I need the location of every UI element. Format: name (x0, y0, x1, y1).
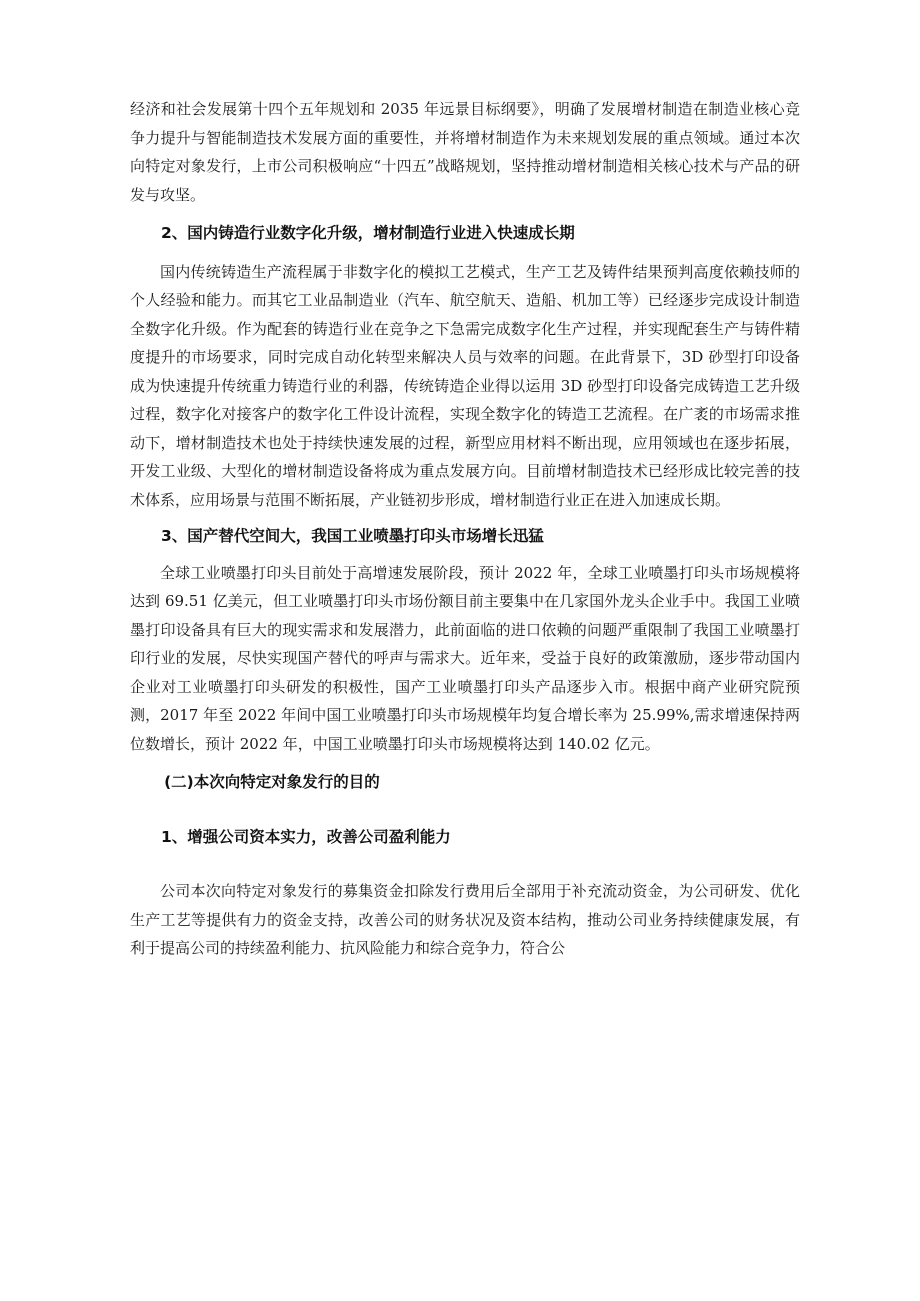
paragraph-intro: 经济和社会发展第十四个五年规划和 2035 年远景目标纲要》，明确了发展增材制造在制造业核心竞争力提升与智能制造技术发展方面的重要性，并将增材制造作为未来规划发展的重点领域。通过本次向特定对象发行，上市公司积极响应“十四五”战略规划，坚持推动增材制造相关核心技术与产品的研发与攻坚。 (130, 100, 800, 204)
heading-digital-upgrade: 2、国内铸造行业数字化升级，增材制造行业进入快速成长期 (161, 224, 575, 242)
document-body (130, 95, 800, 963)
paragraph-inkjet-market: 全球工业喷墨打印头目前处于高增速发展阶段，预计 2022 年，全球工业喷墨打印头市场规模将达到 69.51 亿美元，但工业喷墨打印头市场份额目前主要集中在几家国外龙头企业手中。我国工业喷墨打印设备具有巨大的现实需求和发展潜力，此前面临的进口依赖的问题严重限制了我国工业喷墨打印行业的发展，尽快实现国产替代的呼声与需求大。近年来，受益于良好的政策激励，逐步带动国内企业对工业喷墨打印头研发的积极性，国产工业喷墨打印头产品逐步入市。根据中商产业研究院预测，2017 年至 2022 年间中国工业喷墨打印头市场规模年均复合增长率为 25.99%,需求增速保持两位数增长，预计 2022 年，中国工业喷墨打印头市场规模将达到 140.02 亿元。 (130, 563, 800, 753)
section-heading-purpose: (二)本次向特定对象发行的目的 (164, 773, 380, 791)
paragraph-digital-upgrade: 国内传统铸造生产流程属于非数字化的模拟工艺模式，生产工艺及铸件结果预判高度依赖技师的个人经验和能力。而其它工业品制造业（汽车、航空航天、造船、机加工等）已经逐步完成设计制造全数字化升级。作为配套的铸造行业在竞争之下急需完成数字化生产过程，并实现配套生产与铸件精度提升的市场要求，同时完成自动化转型来解决人员与效率的问题。在此背景下，3D 砂型打印设备成为快速提升传统重力铸造行业的利器，传统铸造企业得以运用 3D 砂型打印设备完成铸造工艺升级过程，数字化对接客户的数字化工件设计流程，实现全数字化的铸造工艺流程。在广袤的市场需求推动下，增材制造技术也处于持续快速发展的过程，新型应用材料不断出现，应用领域也在逐步拓展，开发工业级、大型化的增材制造设备将成为重点发展方向。目前增材制造技术已经形成比较完善的技术体系，应用场景与范围不断拓展，产业链初步形成，增材制造行业正在进入加速成长期。 (130, 262, 800, 509)
heading-capital-strength: 1、增强公司资本实力，改善公司盈利能力 (161, 827, 451, 846)
heading-inkjet-market: 3、国产替代空间大，我国工业喷墨打印头市场增长迅猛 (161, 527, 544, 545)
paragraph-capital-strength: 公司本次向特定对象发行的募集资金扣除发行费用后全部用于补充流动资金，为公司研发、优化生产工艺等提供有力的资金支持，改善公司的财务状况及资本结构，推动公司业务持续健康发展，有利于提高公司的持续盈利能力、抗风险能力和综合竞争力，符合公 (130, 882, 800, 957)
